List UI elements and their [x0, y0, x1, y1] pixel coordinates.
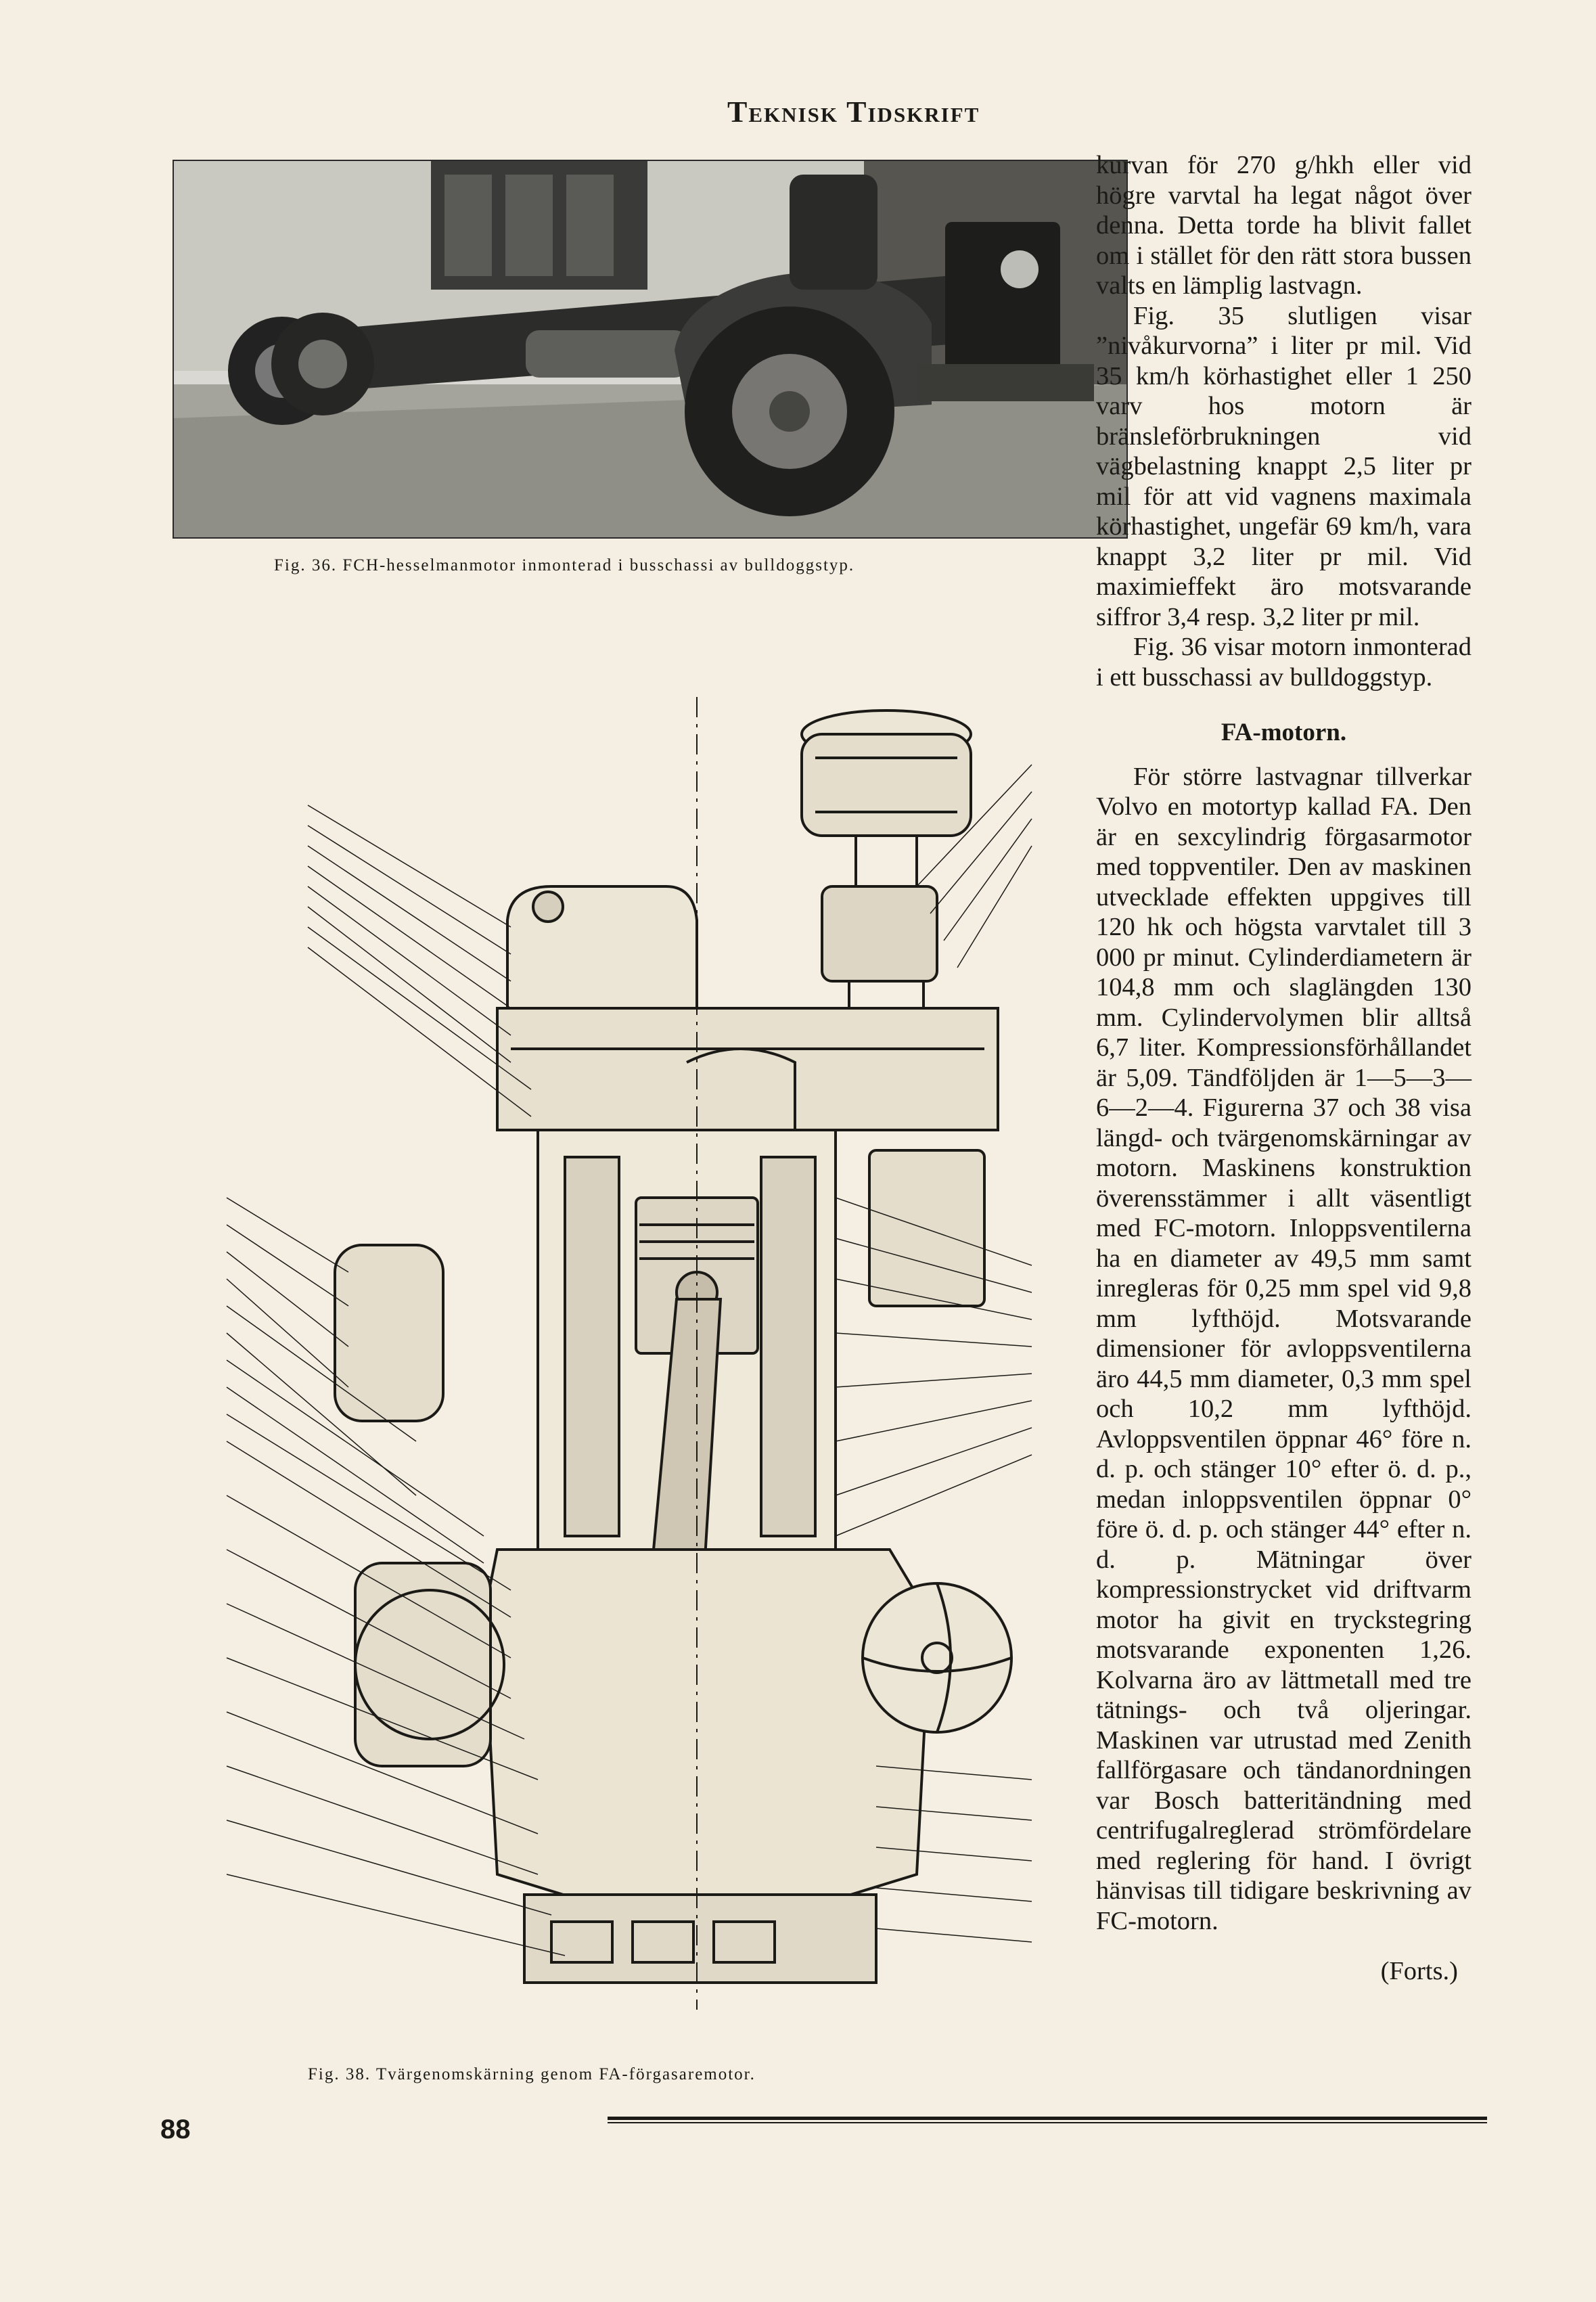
bus-chassis-photo [174, 161, 1126, 537]
section-heading: FA-motorn. [1221, 719, 1347, 746]
running-head: Teknisk Tidskrift [727, 95, 980, 129]
continued-note: (Forts.) [1380, 1957, 1458, 1985]
fig36-photo [173, 160, 1128, 539]
fig38-engine-cross-section [132, 683, 1126, 2037]
article-paragraph: Fig. 36 visar motorn inmonterad i ett busschassi av bulldoggstyp. [1096, 633, 1472, 692]
engine-cross-section-drawing [132, 683, 1126, 2037]
footer-rule [608, 2117, 1487, 2125]
fig36-caption: Fig. 36. FCH-hesselmanmotor inmonterad i busschassi av bulldoggstyp. [274, 556, 855, 574]
article-paragraph: För större lastvagnar tillverkar Volvo en motortyp kallad FA. Den är en sexcylindrig förgasarmotor med toppventiler. Den av maskinen utvecklade effekten uppgives till 120 hk och högsta varvtalet till 3 000 pr minut. Cylinderdiametern är 104,8 mm och slaglängden 130 mm. Cylindervolymen blir alltså 6,7 liter. Kompressionsförhållandet är 5,09. Tändföljden är 1—5—3—6—2—4. Figurerna 37 och 38 visa längd- och tvärgenomskärningar av motorn. Maskinens konstruktion överensstämmer i allt väsentligt med FC-motorn. Inloppsventilerna ha en diameter av 49,5 mm samt inregleras för 0,25 mm spel vid 9,8 mm lyfthöjd. Motsvarande dimensioner för avloppsventilerna äro 44,5 mm diameter, 0,3 mm spel och 10,2 mm lyfthöjd. Avloppsventilen öppnar 46° före n. d. p. och stänger 10° efter ö. d. p., medan inloppsventilen öppnar 0° före ö. d. p. och stänger 44° efter n. d. p. Mätningar över kompressionstrycket vid driftvarm motor ha givit en tryckstegring motsvarande exponenten 1,26. Kolvarna äro av lättmetall med tre tätnings- och två oljeringar. Maskinen var utrustad med Zenith fallförgasare och tändanordningen var Bosch batteritändning med centrifugalreglerad strömfördelare med reglering för hand. I övrigt hänvisas till tidigare beskrivning av FC-motorn. [1096, 762, 1472, 1935]
article-paragraph: Fig. 35 slutligen visar ”nivåkurvorna” i liter pr mil. Vid 35 km/h körhastighet eller 1 250 varv hos motorn är bränsleförbrukningen vid vägbelastning knappt 2,5 liter pr mil för att vid vagnens maximala körhastighet, ungefär 69 km/h, vara knappt 3,2 liter pr mil. Vid maximieffekt äro motsvarande siffror 3,4 resp. 3,2 liter pr mil. [1096, 301, 1472, 631]
article-column [1096, 150, 1472, 1987]
fig38-caption: Fig. 38. Tvärgenomskärning genom FA-förgasaremotor. [308, 2065, 756, 2083]
article-paragraph: kurvan för 270 g/hkh eller vid högre varvtal ha legat något över denna. Detta torde ha blivit fallet om i stället för den rätt stora bussen valts en lämplig lastvagn. [1096, 151, 1472, 300]
page-number: 88 [160, 2115, 191, 2144]
